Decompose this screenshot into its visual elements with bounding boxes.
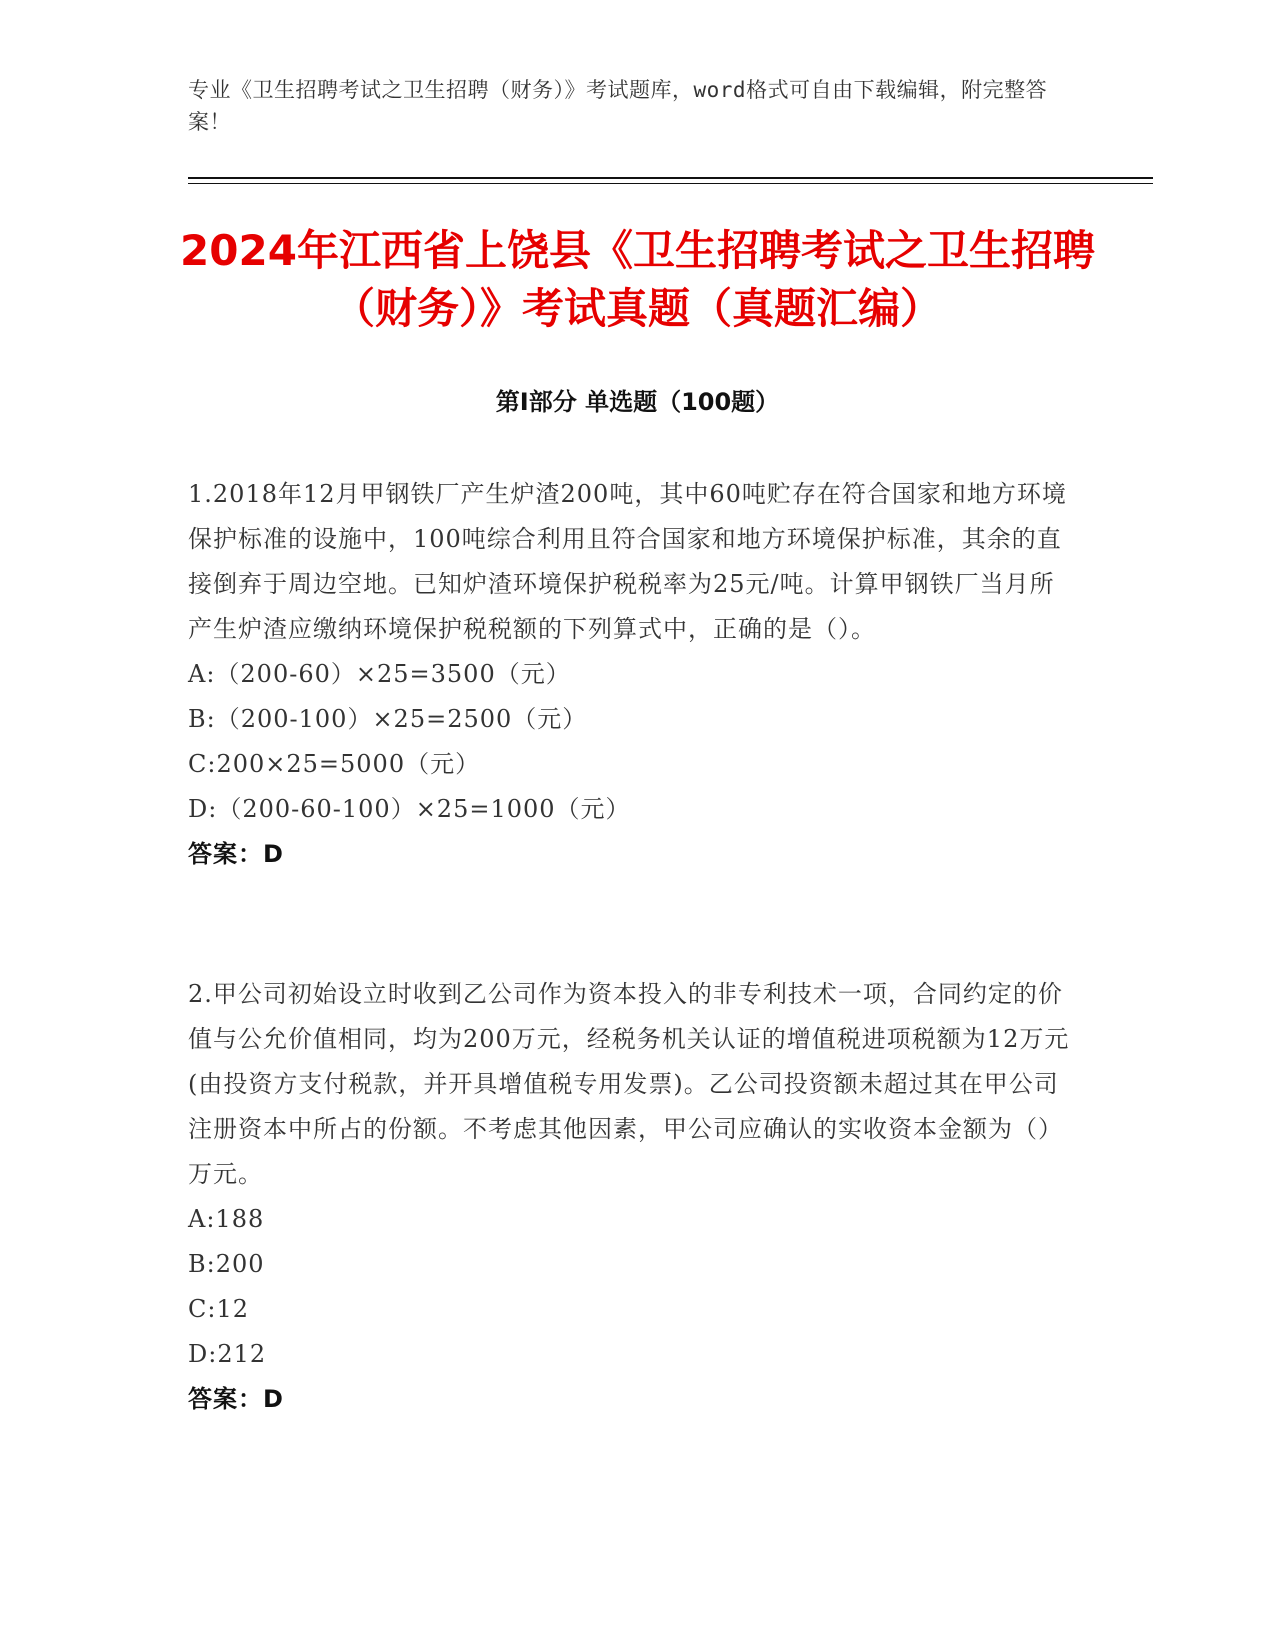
- question-stem: 1.2018年12月甲钢铁厂产生炉渣200吨，其中60吨贮存在符合国家和地方环境保护标准的设施中，100吨综合利用且符合国家和地方环境保护标准，其余的直接倒弃于周边空地。已知炉渣环境保护税税率为25元/吨。计算甲钢铁厂当月所产生炉渣应缴纳环境保护税税额的下列算式中，正确的是（）。: [188, 480, 1067, 643]
- header-note: 专业《卫生招聘考试之卫生招聘（财务）》考试题库，word格式可自由下载编辑，附完整答案！: [188, 78, 1048, 134]
- answer: 答案：D: [188, 840, 284, 868]
- question-stem: 2.甲公司初始设立时收到乙公司作为资本投入的非专利技术一项，合同约定的价值与公允价值相同，均为200万元，经税务机关认证的增值税进项税额为12万元(由投资方支付税款，并开具增值税专用发票)。乙公司投资额未超过其在甲公司注册资本中所占的份额。不考虑其他因素，甲公司应确认的实收资本金额为（）万元。: [188, 980, 1070, 1188]
- option-d: D:（200-60-100）×25=1000（元）: [188, 795, 631, 823]
- option-c: C:12: [188, 1295, 249, 1323]
- header-divider-thin: [188, 183, 1153, 184]
- option-b: B:200: [188, 1250, 265, 1278]
- question-2: [188, 972, 1078, 1422]
- option-d: D:212: [188, 1340, 267, 1368]
- document-title: 2024年江西省上饶县《卫生招聘考试之卫生招聘（财务）》考试真题（真题汇编）: [180, 226, 1095, 333]
- option-c: C:200×25=5000（元）: [188, 750, 481, 778]
- option-a: A:（200-60）×25=3500（元）: [188, 660, 571, 688]
- option-b: B:（200-100）×25=2500（元）: [188, 705, 588, 733]
- option-a: A:188: [188, 1205, 265, 1233]
- section-title: 第Ⅰ部分 单选题（100题）: [495, 388, 780, 416]
- question-1: [188, 472, 1078, 877]
- header-divider-thick: [188, 177, 1153, 179]
- answer: 答案：D: [188, 1385, 284, 1413]
